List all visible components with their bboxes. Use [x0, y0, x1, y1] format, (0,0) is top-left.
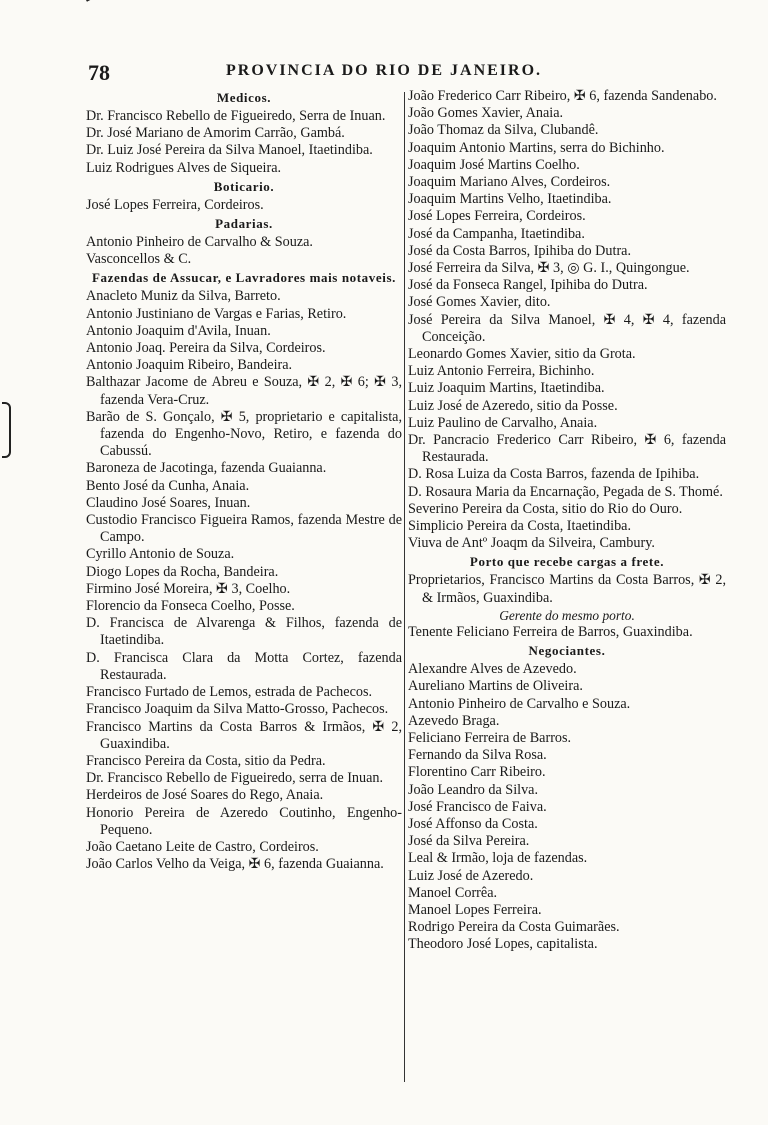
directory-entry: D. Rosaura Maria da Encarnação, Pegada de S. Thomé.	[408, 483, 723, 500]
section-heading: Negociantes.	[528, 643, 606, 659]
directory-entry: Leonardo Gomes Xavier, sitio da Grota.	[408, 346, 636, 363]
directory-entry: João Thomaz da Silva, Clubandê.	[408, 122, 599, 139]
right-column	[408, 88, 726, 954]
directory-entry: Luiz José de Azeredo.	[408, 867, 534, 884]
directory-entry: Herdeiros de José Soares do Rego, Anaia.	[86, 787, 324, 804]
directory-entry: Vasconcellos & C.	[86, 251, 192, 268]
corner-pen-mark	[86, 0, 106, 2]
subheading: Gerente do mesmo porto.	[499, 607, 635, 623]
directory-entry: Azevedo Braga.	[408, 712, 500, 729]
running-head: PROVINCIA DO RIO DE JANEIRO.	[226, 62, 543, 79]
column-divider	[404, 92, 405, 1082]
section-heading: Boticario.	[213, 178, 275, 194]
directory-entry: José da Fonseca Rangel, Ipihiba do Dutra.	[408, 277, 648, 294]
directory-entry: Joaquim Antonio Martins, serra do Bichinho.	[408, 139, 665, 156]
directory-entry: Claudino José Soares, Inuan.	[86, 494, 251, 511]
directory-entry: Alexandre Alves de Azevedo.	[408, 661, 577, 678]
directory-entry: Antonio Joaquim d'Avila, Inuan.	[86, 322, 271, 339]
directory-entry: João Leandro da Silva.	[408, 781, 539, 798]
directory-entry: João Caetano Leite de Castro, Cordeiros.	[86, 838, 319, 855]
directory-entry: Luiz Paulino de Carvalho, Anaia.	[408, 414, 598, 431]
directory-entry: Proprietarios, Francisco Martins da Costa Barros, ✠ 2, & Irmãos, Guaxindiba.	[408, 572, 726, 606]
directory-entry: D. Rosa Luiza da Costa Barros, fazenda de Ipihiba.	[408, 466, 700, 483]
directory-entry: José da Costa Barros, Ipihiba do Dutra.	[408, 242, 632, 259]
directory-entry: Luiz Rodrigues Alves de Siqueira.	[86, 159, 282, 176]
left-edge-bracket	[2, 402, 11, 458]
directory-entry: Dr. Luiz José Pereira da Silva Manoel, Itaetindiba.	[86, 142, 373, 159]
directory-entry: Leal & Irmão, loja de fazendas.	[408, 850, 588, 867]
directory-entry: Antonio Justiniano de Vargas e Farias, Retiro.	[86, 305, 347, 322]
directory-entry: Dr. José Mariano de Amorim Carrão, Gambá.	[86, 125, 345, 142]
directory-entry: Florencio da Fonseca Coelho, Posse.	[86, 598, 295, 615]
directory-entry: Dr. Francisco Rebello de Figueiredo, Serra de Inuan.	[86, 108, 386, 124]
directory-entry: José Lopes Ferreira, Cordeiros.	[86, 196, 264, 213]
directory-entry: José Lopes Ferreira, Cordeiros.	[408, 208, 586, 225]
directory-entry: D. Francisca de Alvarenga & Filhos, fazenda de Itaetindiba.	[86, 615, 402, 649]
directory-entry: Luiz José de Azeredo, sitio da Posse.	[408, 397, 618, 414]
directory-entry: Aureliano Martins de Oliveira.	[408, 678, 583, 695]
directory-entry: Joaquim José Martins Coelho.	[408, 156, 580, 173]
section-heading: Medicos.	[216, 90, 272, 105]
directory-entry: Balthazar Jacome de Abreu e Souza, ✠ 2, ✠ 6; ✠ 3, fazenda Vera-Cruz.	[86, 374, 402, 408]
directory-entry: Luiz Antonio Ferreira, Bichinho.	[408, 363, 595, 380]
directory-entry: Joaquim Mariano Alves, Cordeiros.	[408, 174, 611, 191]
directory-entry: Joaquim Martins Velho, Itaetindiba.	[408, 191, 612, 208]
directory-entry: José Gomes Xavier, dito.	[408, 294, 551, 311]
directory-entry: Antonio Pinheiro de Carvalho & Souza.	[86, 234, 313, 251]
directory-entry: Bento José da Cunha, Anaia.	[86, 477, 250, 494]
directory-entry: Francisco Pereira da Costa, sitio da Pedra.	[86, 752, 326, 769]
directory-entry: Dr. Pancracio Frederico Carr Ribeiro, ✠ 6, fazenda Restaurada.	[408, 432, 726, 466]
directory-entry: Antonio Joaquim Ribeiro, Bandeira.	[86, 357, 293, 374]
directory-entry: Feliciano Ferreira de Barros.	[408, 729, 572, 746]
section-heading: Porto que recebe cargas a frete.	[469, 554, 665, 570]
directory-entry: José Affonso da Costa.	[408, 815, 538, 832]
directory-entry: Firmino José Moreira, ✠ 3, Coelho.	[86, 580, 291, 597]
directory-entry: Antonio Joaq. Pereira da Silva, Cordeiros.	[86, 340, 326, 357]
directory-entry: Cyrillo Antonio de Souza.	[86, 546, 235, 563]
directory-entry: Theodoro José Lopes, capitalista.	[408, 936, 598, 953]
directory-entry: Florentino Carr Ribeiro.	[408, 764, 546, 781]
directory-entry: Antonio Pinheiro de Carvalho e Souza.	[408, 695, 631, 712]
directory-entry: Rodrigo Pereira da Costa Guimarães.	[408, 919, 620, 936]
directory-entry: Simplicio Pereira da Costa, Itaetindiba.	[408, 518, 632, 535]
directory-entry: Francisco Martins da Costa Barros & Irmãos, ✠ 2, Guaxindiba.	[86, 718, 402, 752]
directory-entry: Baroneza de Jacotinga, fazenda Guaianna.	[86, 460, 327, 477]
directory-entry: José Ferreira da Silva, ✠ 3, ◎ G. I., Quingongue.	[408, 260, 690, 277]
directory-entry: Francisco Furtado de Lemos, estrada de Pachecos.	[86, 684, 373, 701]
directory-entry: José da Silva Pereira.	[408, 833, 530, 850]
directory-entry: José da Campanha, Itaetindiba.	[408, 225, 585, 242]
directory-entry: Francisco Joaquim da Silva Matto-Grosso, Pachecos.	[86, 701, 389, 718]
directory-entry: Custodio Francisco Figueira Ramos, fazenda Mestre de Campo.	[86, 512, 402, 546]
directory-entry: D. Francisca Clara da Motta Cortez, fazenda Restaurada.	[86, 649, 402, 683]
directory-entry: Manoel Lopes Ferreira.	[408, 901, 542, 918]
directory-entry: João Carlos Velho da Veiga, ✠ 6, fazenda Guaianna.	[86, 856, 384, 873]
directory-entry: Tenente Feliciano Ferreira de Barros, Guaxindiba.	[408, 623, 693, 640]
directory-entry: Manoel Corrêa.	[408, 884, 498, 901]
section-heading: Padarias.	[215, 216, 273, 232]
directory-entry: Fernando da Silva Rosa.	[408, 747, 547, 764]
directory-entry: Dr. Francisco Rebello de Figueiredo, serra de Inuan.	[86, 770, 384, 787]
directory-entry: Honorio Pereira de Azeredo Coutinho, Engenho-Pequeno.	[86, 804, 402, 838]
page-number: 78	[88, 60, 110, 85]
directory-entry: João Gomes Xavier, Anaia.	[408, 105, 564, 122]
section-heading: Fazendas de Assucar, e Lavradores mais notaveis.	[92, 270, 396, 286]
directory-entry: Anacleto Muniz da Silva, Barreto.	[86, 288, 281, 305]
directory-entry: Barão de S. Gonçalo, ✠ 5, proprietario e capitalista, fazenda do Engenho-Novo, Retiro, e fazenda do Cabussú.	[86, 408, 402, 460]
directory-entry: Severino Pereira da Costa, sitio do Rio do Ouro.	[408, 500, 683, 517]
directory-entry: Diogo Lopes da Rocha, Bandeira.	[86, 563, 279, 580]
directory-entry: José Pereira da Silva Manoel, ✠ 4, ✠ 4, fazenda Conceição.	[408, 311, 726, 345]
directory-entry: Luiz Joaquim Martins, Itaetindiba.	[408, 380, 605, 397]
left-column	[86, 88, 402, 873]
directory-entry: José Francisco de Faiva.	[408, 798, 547, 815]
directory-entry: Viuva de Antº Joaqm da Silveira, Cambury.	[408, 535, 655, 552]
directory-entry: João Frederico Carr Ribeiro, ✠ 6, fazenda Sandenabo.	[408, 88, 717, 104]
